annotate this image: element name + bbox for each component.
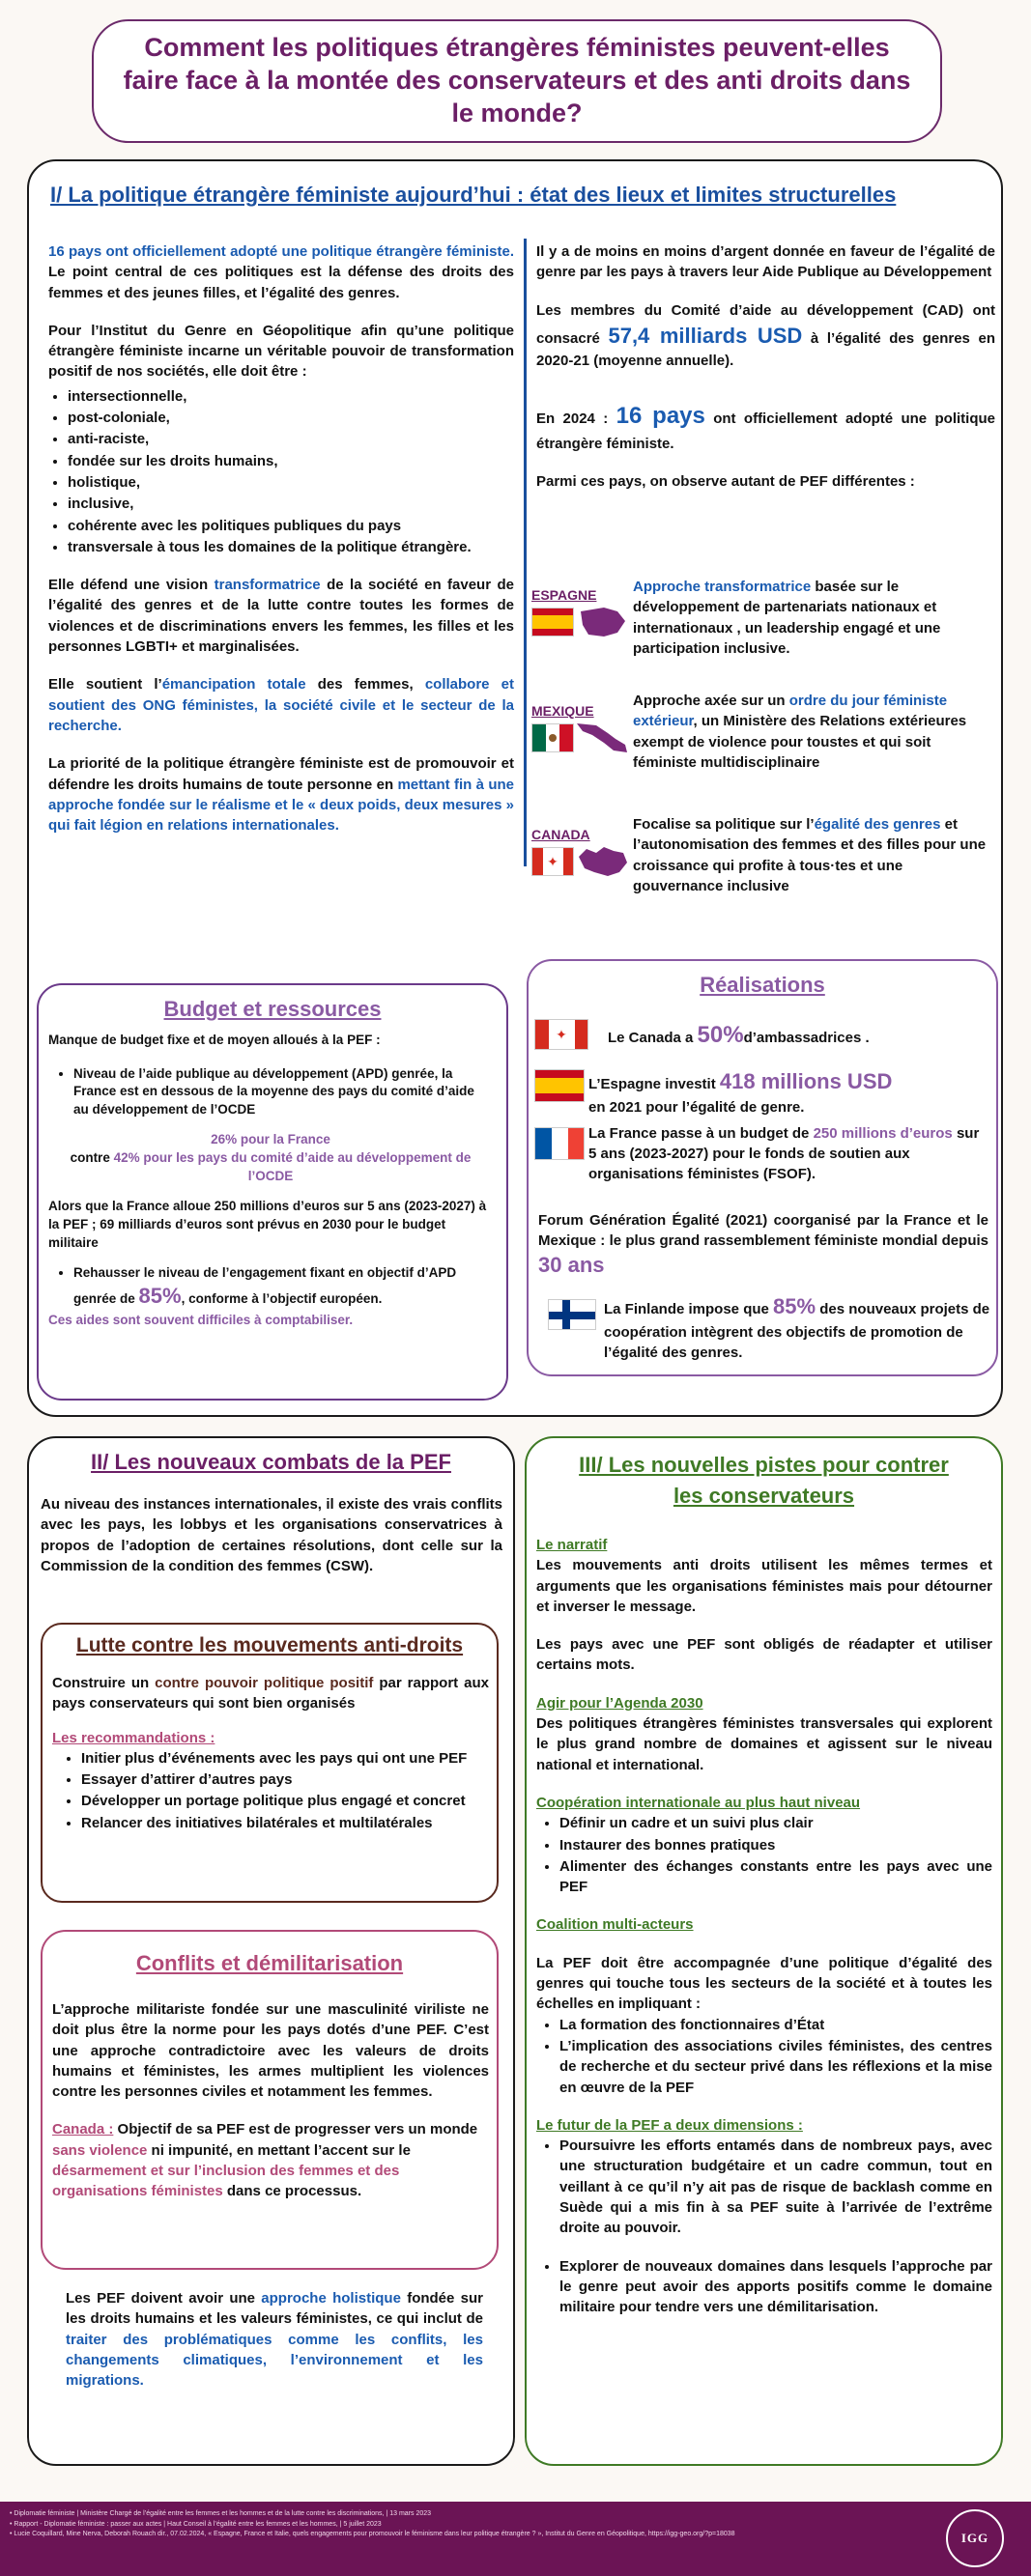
coop-item: • Alimenter des échanges constants entre les pays avec une PEF <box>559 1856 992 1898</box>
budget-warning: Ces aides sont souvent difficiles à comptabiliser. <box>48 1313 354 1328</box>
recommendation-item: • Relancer des initiatives bilatérales et multilatérales <box>81 1813 489 1833</box>
recommendation-item: • Essayer d’attirer d’autres pays <box>81 1769 489 1790</box>
vision-paragraph: Elle défend une vision transformatrice de la société en faveur de l’égalité des genres et de la lutte contre toutes les formes de violences et de discriminations envers les femmes, les filles et les personnes LGBTI+ et marginalisées. <box>48 577 514 656</box>
coalition-item: • La formation des fonctionnaires d’État <box>559 2015 992 2035</box>
agenda-paragraph: Des politiques étrangères féministes transversales qui explorent le plus grand nombre de domaines et agissent sur le niveau national et international. <box>536 1715 992 1773</box>
budget-military: Alors que la France alloue 250 millions d’euros sur 5 ans (2023-2027) à la PEF ; 69 milliards d’euros sont prévus en 2030 pour le budget militaire <box>48 1198 487 1250</box>
real-canada: Le Canada a 50%d’ambassadrices . <box>608 1022 870 1048</box>
criteria-item: • intersectionnelle, <box>68 386 514 407</box>
conflits-heading: Conflits et démilitarisation <box>135 1951 404 1975</box>
recommendation-item: • Initier plus d’événements avec les pays qui ont une PEF <box>81 1748 489 1769</box>
section-2-intro: Au niveau des instances internationales, il existe des vrais conflits avec les pays, les lobbys et les organisations conservatrices à propos de l’adoption de certaines résolutions, dont celle sur la Commission de la condition des femmes (CSW). <box>41 1496 502 1574</box>
criteria-item: • cohérente avec les politiques publiques du pays <box>68 516 514 536</box>
conflits-box <box>41 1930 499 2270</box>
section-1-left-column <box>48 241 514 853</box>
cad-paragraph: Les membres du Comité d’aide au développement (CAD) ont consacré 57,4 milliards USD à l’égalité des genres en 2020-21 (moyenne annuelle). <box>536 301 995 370</box>
coop-list <box>559 1813 992 1897</box>
futur-label: Le futur de la PEF a deux dimensions : <box>536 2116 803 2134</box>
pef-diversity: Parmi ces pays, on observe autant de PEF différentes : <box>536 472 915 490</box>
budget-stats <box>48 1131 493 1186</box>
budget-intro: Manque de budget fixe et de moyen alloués à la PEF : <box>48 1032 381 1047</box>
funding-paragraph: Il y a de moins en moins d’argent donnée en faveur de l’égalité de genre par les pays à travers leur Aide Publique au Développement <box>536 243 995 281</box>
mexico-flag-icon <box>531 723 574 752</box>
intro-rest: Le point central de ces politiques est la défense des droits des femmes et des jeunes filles, et l’égalité des genres. <box>48 264 514 301</box>
budget-heading: Budget et ressources <box>163 997 382 1021</box>
title-box <box>92 19 942 143</box>
stat-ocde: contre 42% pour les pays du comité d’aide au développement de l’OCDE <box>70 1150 472 1184</box>
criteria-item: • transversale à tous les domaines de la politique étrangère. <box>68 537 514 557</box>
coalition-list <box>559 2015 992 2098</box>
page-title: Comment les politiques étrangères féministes peuvent-elles faire face à la montée des conservateurs et des anti droits dans le monde? <box>123 33 911 127</box>
section-3-heading: III/ Les nouvelles pistes pour contrer les conservateurs <box>579 1453 949 1508</box>
intro-highlight: 16 pays ont officiellement adopté une politique étrangère féministe. <box>48 243 514 260</box>
support-paragraph: Elle soutient l’émancipation totale des femmes, collabore et soutient des ONG féministes, la société civile et le secteur de la recherche. <box>48 676 515 734</box>
footer-note: • Diplomatie féministe | Ministère Chargé de l’égalité entre les femmes et les hommes et de la lutte contre les discriminations, | 13 mars 2023 <box>10 2510 432 2517</box>
real-finland: La Finlande impose que 85% des nouveaux projets de coopération intègrent des objectifs de promotion de l’égalité des genres. <box>604 1294 990 1361</box>
section-2-closing: Les PEF doivent avoir une approche holistique fondée sur les droits humains et les valeurs féministes, ce qui inclut de traiter des problématiques comme les conflits, les changements climatiques, l’environnement et les migrations. <box>66 2290 483 2390</box>
country-label-canada: CANADA <box>531 827 590 842</box>
anti-droits-heading: Lutte contre les mouvements anti-droits <box>75 1634 464 1656</box>
budget-list-2 <box>73 1264 493 1313</box>
section-1-heading: I/ La politique étrangère féministe aujourd’hui : état des lieux et limites structurelles <box>50 183 897 207</box>
criteria-item: • inclusive, <box>68 494 514 514</box>
realisations-box <box>527 959 998 1376</box>
country-label-spain: ESPAGNE <box>531 587 597 603</box>
footer-note: • Lucie Coquillard, Mine Nerva, Deborah Rouach dir., 07.02.2024, « Espagne, France et Italie, quels engagements pour promouvoir le féminisme dans leur politique étrangère ? », Institut du Genre en Géopolitique, https://igg-geo.org/?p=18038 <box>10 2531 735 2537</box>
narratif-label: Le narratif <box>536 1537 608 1553</box>
agenda-label: Agir pour l’Agenda 2030 <box>536 1694 703 1712</box>
real-france: La France passe à un budget de 250 millions d’euros sur 5 ans (2023-2027) pour le fonds de soutien aux organisations féministes (FSOF). <box>588 1125 980 1182</box>
mexico-description: Approche axée sur un ordre du jour féministe extérieur, un Ministère des Relations extérieures exempt de violence pour toustes et qui soit féministe multidisciplinaire <box>633 693 967 771</box>
futur-item: • Explorer de nouveaux domaines dans lesquels l’approche par le genre peut avoir des apports positifs comme le domaine militaire pour tendre vers une démilitarisation. <box>559 2256 992 2318</box>
futur-item: • Poursuivre les efforts entamés dans de nombreux pays, avec une structuration budgétaire et un cadre commun, tout en veillant à ce qu’il n’y ait pas de risque de backlash comme en Suède qui a mis fin à sa PEF suite à l’arrivée de l’extrême droite au pouvoir. <box>559 2136 992 2238</box>
coalition-paragraph: La PEF doit être accompagnée d’une politique d’égalité des genres qui touche tous les secteurs de la société et à toutes les échelles en impliquant : <box>536 1954 992 2013</box>
footer-notes <box>10 2509 908 2540</box>
coalition-label: Coalition multi-acteurs <box>536 1916 694 1934</box>
spain-flag-icon <box>531 608 574 637</box>
real-spain: L’Espagne investit 418 millions USD en 2021 pour l’égalité de genre. <box>588 1069 893 1116</box>
spain-map-icon <box>575 604 631 640</box>
priority-paragraph: La priorité de la politique étrangère féministe est de promouvoir et défendre les droits humains de toute personne en mettant fin à une approche fondée sur le réalisme et le « deux poids, deux mesures » qui fait légion en relations internationales. <box>48 755 514 835</box>
section-3-body <box>536 1535 992 2335</box>
intro-paragraph <box>48 241 514 303</box>
criteria-item: • post-coloniale, <box>68 408 514 428</box>
footer-note: • Rapport - Diplomatie féministe : passer aux actes | Haut Conseil à l’égalité entre les femmes et les hommes, | 5 juillet 2023 <box>10 2520 382 2528</box>
countries-paragraph: En 2024 : 16 pays ont officiellement adopté une politique étrangère féministe. <box>536 403 995 452</box>
section-2-heading: II/ Les nouveaux combats de la PEF <box>91 1450 451 1474</box>
coop-item: • Définir un cadre et un suivi plus clair <box>559 1813 992 1833</box>
real-forum: Forum Génération Égalité (2021) coorganisé par la France et le Mexique : le plus grand rassemblement féministe mondial depuis 30 ans <box>538 1212 988 1277</box>
mexico-map-icon <box>575 720 631 756</box>
finland-flag-icon <box>548 1299 596 1330</box>
conflits-canada: Canada : Objectif de sa PEF est de progresser vers un monde sans violence ni impunité, en mettant l’accent sur le désarmement et sur l’inclusion des femmes et des organisations féministes dans ce processus. <box>52 2121 478 2200</box>
stat-france: 26% pour la France <box>211 1132 330 1147</box>
criteria-list <box>68 386 514 557</box>
budget-box <box>37 983 508 1401</box>
recommendations-label: Les recommandations : <box>52 1729 215 1746</box>
spain-description: Approche transformatrice basée sur le développement de partenariats nationaux et internationaux , un leadership engagé et une participation inclusive. <box>633 579 941 657</box>
narratif-paragraph: Les pays avec une PEF sont obligés de réadapter et utiliser certains mots. <box>536 1636 992 1674</box>
canada-description: Focalise sa politique sur l’égalité des genres et l’autonomisation des femmes et des filles pour une croissance qui profite à tous·tes et une gouvernance inclusive <box>633 816 987 894</box>
country-canada <box>531 814 1015 911</box>
criteria-item: • fondée sur les droits humains, <box>68 451 514 471</box>
anti-droits-body: Construire un contre pouvoir politique positif par rapport aux pays conservateurs qui sont bien organisés Les recommandations : • Initier plus d’événements avec les pays qui ont une PEF • Essayer d’attirer d’autres pays • Développer un portage politique plus engagé et concret • Relancer des initiatives bilatérales et multilatérales <box>52 1673 489 1834</box>
budget-list-1 <box>73 1065 493 1120</box>
recommendation-item: • Développer un portage politique plus engagé et concret <box>81 1791 489 1811</box>
footer <box>0 2502 1031 2576</box>
igg-logo: IGG <box>946 2509 1004 2567</box>
anti-droits-box <box>41 1623 499 1903</box>
criteria-item: • anti-raciste, <box>68 429 514 449</box>
recommendations-list <box>81 1748 489 1833</box>
country-mexico <box>531 691 1015 787</box>
futur-list <box>559 2136 992 2317</box>
criteria-intro: Pour l’Institut du Genre en Géopolitique afin qu’une politique étrangère féministe incarne un véritable pouvoir de transformation positif de nos sociétés, elle doit être : <box>48 322 514 381</box>
spain-flag-icon <box>534 1069 585 1102</box>
narratif-paragraph: Les mouvements anti droits utilisent les mêmes termes et arguments que les organisations féministes mais pour détourner et inverser le message. <box>536 1557 992 1615</box>
country-spain <box>531 577 1015 673</box>
canada-flag-icon: ✦ <box>531 847 574 876</box>
country-label-mexico: MEXIQUE <box>531 703 594 719</box>
coop-item: • Instaurer des bonnes pratiques <box>559 1835 992 1855</box>
budget-bullet: • Niveau de l’aide publique au développement (APD) genrée, la France est en dessous de la moyenne des pays du comité d’aide au développement de l’OCDE <box>73 1065 493 1120</box>
realisations-heading: Réalisations <box>700 973 825 997</box>
coop-label: Coopération internationale au plus haut niveau <box>536 1794 861 1811</box>
section-3 <box>525 1436 1003 2466</box>
canada-map-icon <box>575 843 631 880</box>
canada-flag-icon: ✦ <box>534 1019 588 1050</box>
conflits-paragraph: L’approche militariste fondée sur une masculinité viriliste ne doit plus être la norme pour les pays dotés d’une PEF. C’est une approche contradictoire avec les valeurs de droits humains et féministes, les armes multiplient les violences contre les personnes civiles et notamment les femmes. <box>52 2001 489 2101</box>
budget-bullet: • Rehausser le niveau de l’engagement fixant en objectif d’APD genrée de 85%, conforme à l’objectif européen. <box>73 1264 493 1313</box>
coalition-item: • L’implication des associations civiles féministes, des centres de recherche et du secteur privé dans les réflexions et la mise en œuvre de la PEF <box>559 2036 992 2098</box>
section-1-right-column <box>536 241 995 509</box>
section-1-divider <box>524 239 527 866</box>
conflits-body <box>52 1999 489 2220</box>
criteria-item: • holistique, <box>68 472 514 493</box>
france-flag-icon <box>534 1127 585 1160</box>
